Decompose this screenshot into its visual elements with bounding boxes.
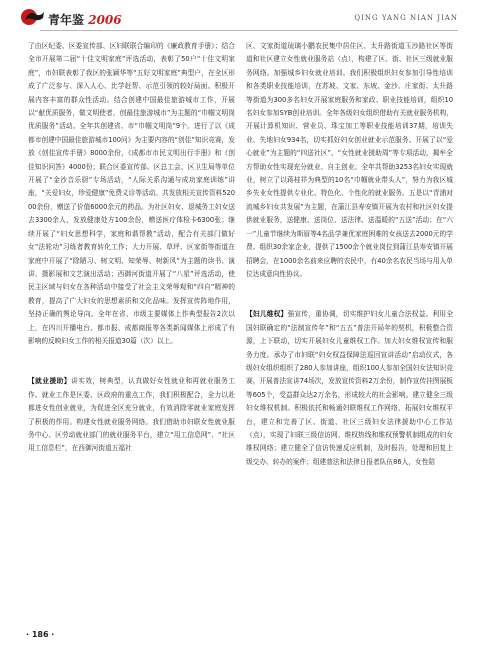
right-paragraph-1: 区、文家街道琉璃小鹏农民集中居住区、太升路街道玉沙路社区等街道和社区建立女性就业服务站（点），构建了区、街、社区三级就业服务网络。加强城乡妇女就业培训。我们积极组织妇女参加引导性培训和各类职业技能培训，在苏坡、文家、东坡、金沙、庄家街、太升路等街道为300多名妇女开展家庭服务和家政、职业技能培训，组织10名妇女参加SYB创业培训。全年各级妇女组织借助有关就业服务机构，开展计算机知识、营业员、珠宝加工等职业技能培训37期，培训失业、失地妇女934名，切实抓好妇女创业就业示范服务。开展了以“爱心就业”为主题的“四送社区”、“女性就业援助周”等专项活动，揭牟全方帮助女性实现充分就业、自主创业。全年共帮助3253名妇女实现就业，树立了以蒋桂祥为典型的10名“巾帼就业带头人”，努力为我区城乡失业女性提供专业化、特色化、个性化的就业服务。五是以“青浦对流城乡妇女共发展”为主题，在蒲江县寿安镇开展为农村和社区妇女提供就业服务，送健康、送岗位、送法律、送温暖的“五送”活动；在“六一”儿童节继续为斯眉等4名品学兼优家庭困难的女孩送去2000元的学费。组织30余家企业，提供了1500余个就业岗位到蒲江县寿安镇开展招聘会，在1000余名前来应聘的农民中，有40余名农民当场与用人单位达成意向性协议。: [246, 42, 453, 278]
section-gap: [28, 348, 235, 375]
left-column: [28, 40, 235, 456]
left-paragraph-2: [28, 375, 235, 455]
title-year: 2006: [88, 13, 122, 27]
yearbook-logo-icon: [20, 6, 46, 28]
header-english: QING YANG NIAN JIAN: [354, 14, 458, 22]
left-paragraph-1: 了由区纪委、区委宣传部、区妇联联合编印的《廉政教育手册》；结合全市开展第二届“十佳文明家庭”评选活动，表彰了50户“十佳文明家庭”，市妇联表彰了我区的张颖华等“五好文明家庭”典型户，在全区形成了广泛参与、深入人心、比学赶帮、示范引领的较好局面。积极开展内容丰富的群众性活动。结合创建中国最佳旅游城市工作，开展以“献优质服务，做文明使者，创最佳旅游城市”为主题的“巾帼文明岗优质服务”活动。全年共创建省、市“巾帼文明岗”9个。进行了以《成都市创建中国最佳旅游城市100问》为主要内容的“创佳”知识竞赛，发放《创佳宣传手册》8000余份，《成都市市民文明出行手册》和《创佳知识问答》4000份；联合区委宣传部、区总工会、区卫生局等单位开展了“金沙音乐厨”专场活动，“人际关系沟通与成功家庭训练”讲座，“关爱妇女，珍爱健康”免费义诊等活动。共发放相关宣传资料52000余份，赠送了价值6000余元的药品。为社区妇女、退城务工妇女送去3300余人，发放健康处方100余份，赠送医疗体检卡6300张；继续开展了“妇女思想科学，家庭和谐帮教”活动，配合有关部门做好女“法轮功”习练者教育转化工作；大力开展、草坪、区家街等街道在家庭中开展了“除陋习、树文明、知荣辱、树新风”为主题的读书、演讲、摄影展和文艺演出活动；西御河街道开展了“八星”评选活动，使民主区域与妇女在各种活动中接受了社会主义荣辱观和“四自”精神的教育，提高了广大妇女的思想素质和文化品味。发挥宣传阵地作用，坚持正确的舆论导向。全年在省、市级主要媒体上作典型报告2次以上，在四川开播电台、都市报、成都商报等各类新闻媒体上形成了有影响的反映妇女工作的相关报道30篇（次）以上。: [28, 42, 235, 345]
right-column: [246, 40, 453, 469]
left-paragraph-2-text: 讲实效，树典型，认真做好女性就业和再就业服务工作。就业工作是区委、区政府的重点工作，我们积极配合，全力以赴都进女性创业就业，为促进全区充分就业，有效消除零就业家庭发挥了积极的作用。构建女性就业服务网络。我们借助市妇联女性就业服务中心、区劳动就业部门的就业服务平台，建立“用工信息网”、“社区用工信息栏”，在西御河街道五福社: [28, 377, 236, 453]
section-gap: [246, 281, 453, 308]
page-number: · 186 ·: [26, 630, 55, 639]
title-main: 年鉴: [60, 13, 85, 27]
header-title: [48, 11, 122, 28]
right-paragraph-2-text: 强宣传，重协调，切实维护妇女儿童合法权益。利用全国妇联确定的“法制宣传年”和“五五”普法开局年的契机，积极整合资源，上下联动，切实开展妇女儿童维权工作。加大妇女维权宣传和服务力度。承办了市妇联“妇女权益保障法巡回宣讲活动”启动仪式，各级妇女组织组织了280人参加讲座，组织100人参加全国妇女法知识竞赛，开展普法宣讲74场次，发放宣传资料2万余份，制作宣传挂图展板等605个，受益群众达2万余名，形成较大的社会影响。建立健全三级妇女维权机制。积极依托和畅通妇联维权工作网络，拓展妇女维权平台，建立和完善了区、街道、社区三级妇女法律援助中心工作站（点），实现了妇联三级信访网、维权热线和维权预警机制组成的妇女维权网络；建立健全了信访快速反应机制，及时报告，处理和回复上级交办、转办的案件；组建普法和法律日报者队伍86人，女性陪: [246, 310, 454, 466]
page-header: [0, 0, 480, 40]
section-tag-rights: 【妇儿维权】: [246, 310, 288, 319]
section-tag-employment: 【就业援助】: [28, 377, 71, 386]
header-divider: [40, 30, 458, 31]
title-prefix: 青: [48, 13, 61, 27]
right-paragraph-2: [246, 308, 453, 469]
